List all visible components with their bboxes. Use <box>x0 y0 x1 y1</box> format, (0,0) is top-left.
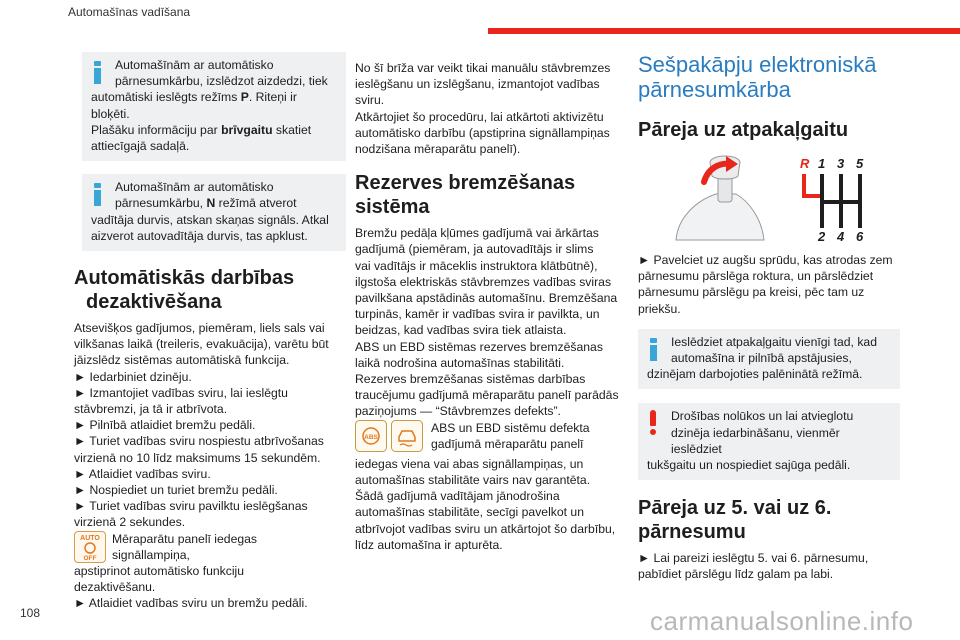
info-icon <box>650 338 658 362</box>
section-heading-backup-braking: Rezerves bremzēšanas sistēma <box>355 172 576 219</box>
svg-text:5: 5 <box>856 156 864 171</box>
header-accent-bar <box>488 28 960 34</box>
gear-lever-illustration <box>638 152 900 244</box>
column-left <box>74 52 338 612</box>
section-body-auto-deactivation: Atsevišķos gadījumos, piemēram, liels sals vai vilkšanas laikā (treileris, evakuācija), varētu būt jāizslēdz sistēmas automātiskā funkcija. ► Iedarbiniet dzinēju. ► Izmantojiet vadības sviru, lai ieslēgtu stāvbremzi, ja tā ir atbrīvota. ► Pilnībā atlaidiet bremžu pedāli. ► Turiet vadības sviru nospiestu atbrīvošanas virzienā no 10 līdz maksimums 15 sekundēm. ► Atlaidiet vadības sviru. ► Nospiediet un turiet bremžu pedāli. ► Turiet vadības sviru pavilktu ieslēgšanas virzienā 2 sekundes. AUTO OFF Mēraparātu panelī iedegas signāllampiņa, apstiprinot automātisko funkciju dezaktivēšanu. ► Atlaidiet vadības sviru un bremžu pedāli. <box>74 320 338 612</box>
info-icon <box>94 183 102 207</box>
info-note-automatic-gearbox-park: Automašīnām ar automātisko pārnesumkārbu, izslēdzot aizdedzi, tiek automātiski ieslēgts režīms P. Riteņi ir bloķēti. Plašāku informāciju par brīvgaitu skatiet attiecīgajā sadaļā. <box>82 52 346 161</box>
chapter-title-six-speed-gearbox: Sešpakāpju elektroniskā pārnesumkārba <box>638 52 877 102</box>
abs-icon <box>355 420 425 452</box>
column-middle: No šī brīža var veikt tikai manuālu stāvbremzes ieslēgšanu un izslēgšanu, izmantojot vadības sviru. Atkārtojiet šo procedūru, lai atkārtoti aktivizētu automātisko darbību (apstiprina signāllampiņas nodzišana mēraparātu panelī). Rezerves bremzēšanas sistēma Bremžu pedāļa kļūmes gadījumā vai ārkārtas gadījumā (piemēram, ja autovadītājs ir slims vai vadītājs ir māceklis instruktora klātbūtnē), ilgstoša elektriskās stāvbremzes vadības sviras pavilkšana apstādinās automašīnu. Bremzēšana turpinās, kamēr ir vadības svira ir pavilkta, un beidzas, kad vadības svira tiek atlaista. ABS un EBD sistēmas rezerves bremzēšanas laikā nodrošina automašīnas stabilitāti. Rezerves bremzēšanas sistēmas darbības traucējumu gadījumā mēraparātu panelī parādās paziņojums — “Stāvbremzes defekts”. ABS ABS un EBD sistēmu defekta gadījumā mēraparātu panelī iedegas viena vai abas signāllampiņas, un automašīnas stabilitāte vairs nav garantēta. Šādā gadījumā vadītājam jānodrošina automašīnas stabilitāte, secīgi pavelkot un atbrīvojot vadības sviru un atkārtojot šo darbību, līdz automašīna ir apturēta. <box>355 60 625 553</box>
auto-off-indicator-icon <box>74 531 106 563</box>
warning-note-neutral-clutch: Drošības nolūkos un lai atvieglotu dzinēja iedarbināšanu, vienmēr ieslēdziet tukšgaitu un nospiediet sajūga pedāli. <box>638 403 900 480</box>
svg-text:4: 4 <box>837 229 845 244</box>
svg-text:3: 3 <box>837 156 845 171</box>
auto-off-warning-line: AUTO OFF Mēraparātu panelī iedegas signāllampiņa, apstiprinot automātisko funkciju <box>74 531 257 579</box>
fifth-sixth-gear-instructions: ► Lai pareizi ieslēgtu 5. vai 6. pārnesumu, pabīdiet pārslēgu līdz galam pa labi. <box>638 551 869 582</box>
abs-esp-indicator-icons <box>355 420 425 456</box>
svg-text:ABS: ABS <box>364 433 378 441</box>
running-header: Automašīnas vadīšana <box>68 5 191 19</box>
section-heading-reverse: Pāreja uz atpakaļgaitu <box>638 119 849 141</box>
svg-text:AUTO: AUTO <box>80 534 100 542</box>
info-note-door-signal: Automašīnām ar automātisko pārnesumkārbu, N režīmā atverot vadītāja durvis, atskan skaņas signāls. Atkal aizverot autovadītāja durvis, tas apklust. <box>82 174 346 251</box>
info-icon <box>94 61 102 85</box>
info-note-reverse: Ieslēdziet atpakaļgaitu vienīgi tad, kad automašīna ir pilnībā apstājusies, dzinējam darbojoties palēninātā režīmā. <box>638 329 900 390</box>
svg-text:6: 6 <box>856 229 864 244</box>
reverse-instructions: ► Pavelciet uz augšu sprūdu, kas atrodas zem pārnesumu pārslēga roktura, un pārslēdziet pārnesumu pārslēgu pa kreisi, pēc tam uz priekšu. <box>638 253 893 316</box>
svg-text:1: 1 <box>818 156 826 171</box>
section-body-backup-braking: Bremžu pedāļa kļūmes gadījumā vai ārkārtas gadījumā (piemēram, ja autovadītājs ir slims vai vadītājs ir māceklis instruktora klātbūtnē), ilgstoša elektriskās stāvbremzes vadības sviras pavilkšana apstādinās automašīnu. Bremzēšana turpinās, kamēr ir vadības svira ir pavilkta, un beidzas, kad vadības svira tiek atlaista. ABS un EBD sistēmas rezerves bremzēšanas laikā nodrošina automašīnas stabilitāti. Rezerves bremzēšanas sistēmas darbības traucējumu gadījumā mēraparātu panelī parādās paziņojums — “Stāvbremzes defekts”. ABS ABS un EBD sistēmu defekta gadījumā mēraparātu panelī iedegas viena vai abas signāllampiņas, un automašīnas stabilitāte vairs nav garantēta. Šādā gadījumā vadītājam jānodrošina automašīnas stabilitāte, secīgi pavelkot un atbrīvojot vadības sviru un atkārtojot šo darbību, līdz automašīna ir apturēta. <box>355 225 625 553</box>
watermark: carmanualsonline.info <box>650 606 914 636</box>
page-number: 108 <box>20 606 41 620</box>
column-right <box>638 52 900 583</box>
svg-text:OFF: OFF <box>83 554 97 562</box>
warning-icon <box>648 410 658 436</box>
section-heading-fifth-sixth-gear: Pāreja uz 5. vai uz 6. pārnesumu <box>638 497 832 544</box>
section-heading-auto-deactivation: Automātiskās darbības dezaktivēšana <box>74 267 295 314</box>
svg-text:R: R <box>800 156 810 171</box>
gear-shift-diagram <box>638 152 900 244</box>
svg-text:2: 2 <box>818 229 826 244</box>
abs-warning-line: ABS ABS un EBD sistēmu defekta gadījumā mēraparātu panelī <box>355 420 625 456</box>
